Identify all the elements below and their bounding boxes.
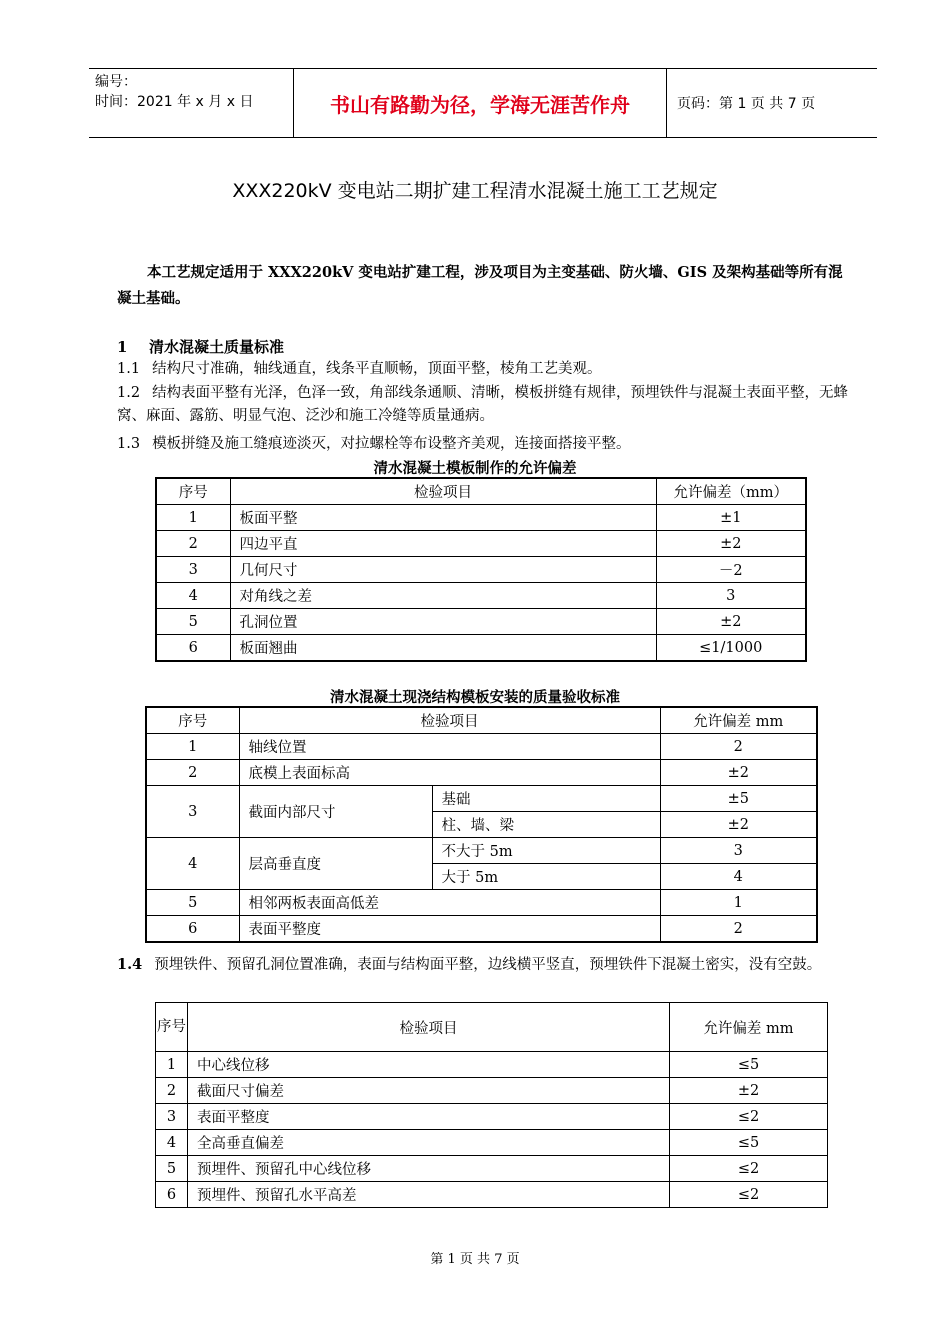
cell-item: 预埋件、预留孔中心线位移	[188, 1156, 670, 1182]
cell-value: ±2	[660, 812, 817, 838]
cell-value: ±1	[656, 505, 806, 531]
cell-value: ±2	[656, 531, 806, 557]
cell-no: 2	[156, 1078, 188, 1104]
document-title: XXX220kV 变电站二期扩建工程清水混凝土施工工艺规定	[232, 180, 718, 202]
cell-no: 4	[146, 838, 239, 890]
section-heading	[117, 336, 284, 357]
cell-item: 板面翘曲	[230, 635, 656, 662]
cell-no: 1	[156, 505, 230, 531]
cell-item: 表面平整度	[239, 916, 660, 943]
cell-item: 层高垂直度	[239, 838, 432, 890]
cell-value: ±5	[660, 786, 817, 812]
cell-no: 3	[156, 557, 230, 583]
cell-value: ≤2	[670, 1104, 828, 1130]
template-tolerance-table	[155, 477, 807, 662]
header-cell: 允许偏差 mm	[660, 707, 817, 734]
clause-1-3	[117, 433, 857, 456]
cell-value: ≤2	[670, 1182, 828, 1208]
header-cell: 序号	[146, 707, 239, 734]
cell-value: ≤5	[670, 1052, 828, 1078]
cell-no: 1	[156, 1052, 188, 1078]
section-number: 1	[117, 338, 128, 356]
table1-caption: 清水混凝土模板制作的允许偏差	[373, 460, 577, 477]
table2-caption: 清水混凝土现浇结构模板安装的质量验收标准	[330, 689, 620, 706]
cell-value: 4	[660, 864, 817, 890]
table-row	[146, 734, 817, 760]
cell-no: 3	[156, 1104, 188, 1130]
cell-no: 5	[156, 609, 230, 635]
clause-number: 1.1	[117, 361, 141, 377]
table-row	[156, 557, 806, 583]
cell-value: 1	[660, 890, 817, 916]
table-header-row	[156, 1003, 828, 1052]
cell-item: 截面内部尺寸	[239, 786, 432, 838]
table-row	[146, 760, 817, 786]
embedded-parts-table	[155, 1002, 828, 1208]
document-time-label: 时间：2021 年 x 月 x 日	[95, 94, 254, 110]
header-cell: 序号	[156, 1003, 188, 1052]
cell-value: ±2	[670, 1078, 828, 1104]
cell-subitem: 大于 5m	[432, 864, 660, 890]
clause-1-2	[117, 382, 857, 428]
cell-no: 5	[156, 1156, 188, 1182]
header-cell: 检验项目	[188, 1003, 670, 1052]
cell-no: 2	[156, 531, 230, 557]
clause-text: 预埋铁件、预留孔洞位置准确，表面与结构面平整，边线横平竖直，预埋铁件下混凝土密实，没有空鼓。	[154, 957, 822, 973]
header-cell: 允许偏差 mm	[670, 1003, 828, 1052]
clause-number: 1.4	[117, 956, 143, 973]
cell-value: 3	[660, 838, 817, 864]
table-row	[146, 786, 817, 812]
header-motto: 书山有路勤为径，学海无涯苦作舟	[294, 69, 667, 137]
cell-value: ±2	[656, 609, 806, 635]
cell-no: 4	[156, 1130, 188, 1156]
cell-no: 6	[156, 635, 230, 662]
table-header-row	[146, 707, 817, 734]
header-cell: 允许偏差（mm）	[656, 478, 806, 505]
cell-no: 6	[146, 916, 239, 943]
table-row	[156, 583, 806, 609]
table-row	[156, 1104, 828, 1130]
clause-1-1	[117, 358, 857, 381]
table-row	[156, 635, 806, 662]
table-header-row	[156, 478, 806, 505]
page-header	[89, 68, 877, 138]
cell-value: ≤1/1000	[656, 635, 806, 662]
header-cell: 检验项目	[230, 478, 656, 505]
cell-item: 全高垂直偏差	[188, 1130, 670, 1156]
clause-number: 1.2	[117, 385, 141, 401]
header-meta	[89, 69, 294, 137]
cell-no: 3	[146, 786, 239, 838]
table-row	[146, 890, 817, 916]
cell-value: ±2	[660, 760, 817, 786]
cell-no: 4	[156, 583, 230, 609]
cell-no: 1	[146, 734, 239, 760]
cell-value: 2	[660, 916, 817, 943]
cell-item: 孔洞位置	[230, 609, 656, 635]
cell-no: 5	[146, 890, 239, 916]
table-row	[146, 916, 817, 943]
cell-value: ≤2	[670, 1156, 828, 1182]
cell-item: 相邻两板表面高低差	[239, 890, 660, 916]
page-footer: 第 1 页 共 7 页	[430, 1252, 520, 1267]
cell-item: 轴线位置	[239, 734, 660, 760]
clause-1-4	[117, 953, 862, 977]
cell-item: 四边平直	[230, 531, 656, 557]
cell-value: 2	[660, 734, 817, 760]
document-number-label: 编号：	[95, 74, 137, 90]
cell-value: 3	[656, 583, 806, 609]
cell-item: 底模上表面标高	[239, 760, 660, 786]
cell-value: －2	[656, 557, 806, 583]
table-row	[156, 609, 806, 635]
cell-no: 6	[156, 1182, 188, 1208]
formwork-acceptance-table	[145, 706, 818, 943]
header-cell: 序号	[156, 478, 230, 505]
cell-subitem: 基础	[432, 786, 660, 812]
clause-text: 结构尺寸准确，轴线通直，线条平直顺畅，顶面平整，棱角工艺美观。	[152, 361, 602, 377]
clause-text: 结构表面平整有光泽，色泽一致，角部线条通顺、清晰，模板拼缝有规律，预埋铁件与混凝土表面平整，无蜂窝、麻面、露筋、明显气泡、泛沙和施工冷缝等质量通病。	[117, 385, 849, 424]
cell-value: ≤5	[670, 1130, 828, 1156]
table-row	[156, 505, 806, 531]
table-row	[146, 838, 817, 864]
cell-no: 2	[146, 760, 239, 786]
table-row	[156, 1130, 828, 1156]
table-row	[156, 531, 806, 557]
clause-text: 模板拼缝及施工缝痕迹淡灭，对拉螺栓等布设整齐美观，连接面搭接平整。	[152, 436, 631, 452]
cell-item: 预埋件、预留孔水平高差	[188, 1182, 670, 1208]
table-row	[156, 1182, 828, 1208]
header-page-label: 页码：第 1 页 共 7 页	[677, 96, 816, 112]
cell-item: 对角线之差	[230, 583, 656, 609]
cell-subitem: 柱、墙、梁	[432, 812, 660, 838]
table-row	[156, 1156, 828, 1182]
cell-item: 表面平整度	[188, 1104, 670, 1130]
cell-item: 截面尺寸偏差	[188, 1078, 670, 1104]
cell-subitem: 不大于 5m	[432, 838, 660, 864]
cell-item: 几何尺寸	[230, 557, 656, 583]
table-row	[156, 1052, 828, 1078]
table-row	[156, 1078, 828, 1104]
cell-item: 板面平整	[230, 505, 656, 531]
clause-number: 1.3	[117, 436, 141, 452]
header-cell: 检验项目	[239, 707, 660, 734]
section-title: 清水混凝土质量标准	[149, 338, 285, 356]
intro-paragraph: 本工艺规定适用于 XXX220kV 变电站扩建工程，涉及项目为主变基础、防火墙、GIS 及架构基础等所有混凝土基础。	[117, 264, 843, 307]
cell-item: 中心线位移	[188, 1052, 670, 1078]
